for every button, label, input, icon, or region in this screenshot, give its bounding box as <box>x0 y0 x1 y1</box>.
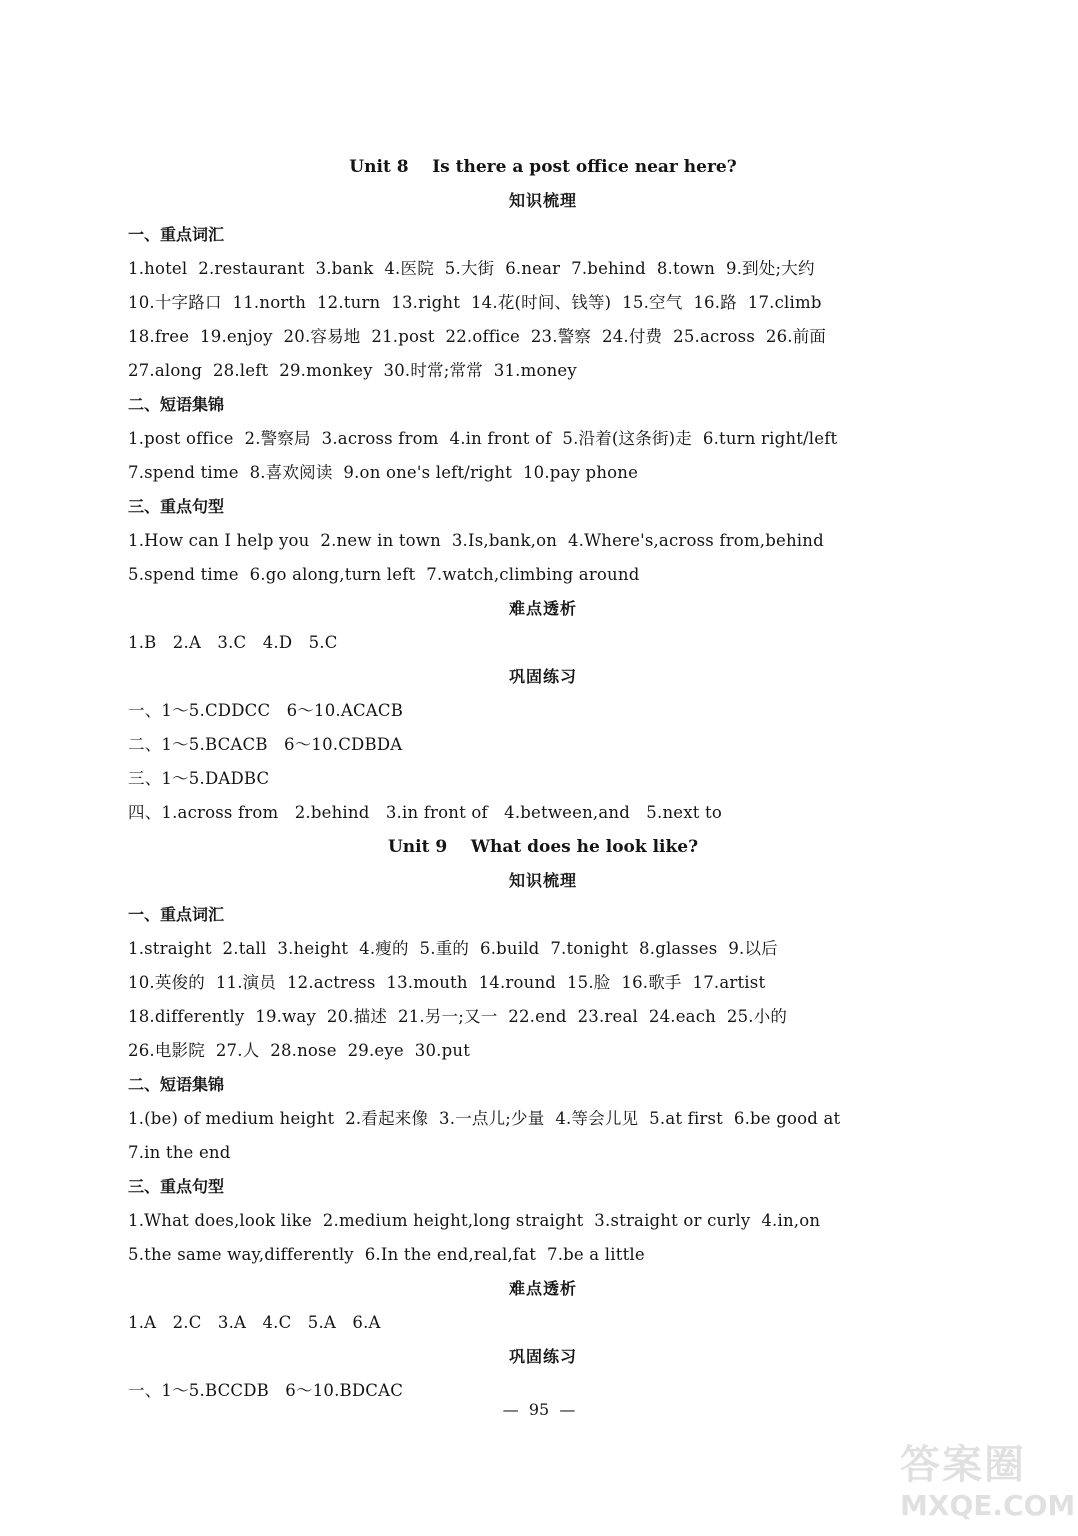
unit8-phrases-heading: 二、短语集锦 <box>128 395 225 414</box>
unit8-vocab-heading: 一、重点词汇 <box>128 225 225 244</box>
unit9-vocab-heading: 一、重点词汇 <box>128 905 225 924</box>
unit8-title: Unit 8 Is there a post office near here? <box>349 157 737 177</box>
unit8-sentences-heading: 三、重点句型 <box>128 497 225 516</box>
unit8-vocab-line: 1.hotel 2.restaurant 3.bank 4.医院 5.大街 6.near 7.behind 8.town 9.到处;大约 <box>128 259 815 278</box>
unit8-phrases-line: 1.post office 2.警察局 3.across from 4.in front of 5.沿着(这条街)走 6.turn right/left <box>128 429 838 448</box>
unit9-phrases-line: 7.in the end <box>128 1143 231 1162</box>
unit9-knowledge-heading: 知识梳理 <box>508 871 577 890</box>
page-content <box>128 150 958 1408</box>
unit9-sentences-line: 1.What does,look like 2.medium height,long straight 3.straight or curly 4.in,on <box>128 1211 821 1230</box>
unit9-vocab-line: 1.straight 2.tall 3.height 4.瘦的 5.重的 6.build 7.tonight 8.glasses 9.以后 <box>128 939 778 958</box>
unit8-practice-line: 二、1～5.BCACB 6～10.CDBDA <box>128 735 403 754</box>
unit9-vocab-line: 26.电影院 27.人 28.nose 29.eye 30.put <box>128 1041 471 1060</box>
unit9-difficult-heading: 难点透析 <box>508 1279 577 1298</box>
watermark-bottom-text: MXQE.COM <box>900 1489 1076 1522</box>
unit9-sentences-line: 5.the same way,differently 6.In the end,real,fat 7.be a little <box>128 1245 645 1264</box>
unit8-knowledge-heading: 知识梳理 <box>508 191 577 210</box>
unit8-sentences-line: 1.How can I help you 2.new in town 3.Is,bank,on 4.Where's,across from,behind <box>128 531 824 550</box>
watermark-top-text: 答案圈 <box>900 1442 1026 1488</box>
unit8-practice-heading: 巩固练习 <box>508 667 577 686</box>
unit9-phrases-line: 1.(be) of medium height 2.看起来像 3.一点儿;少量 4.等会儿见 5.at first 6.be good at <box>128 1109 841 1128</box>
unit8-vocab-line: 18.free 19.enjoy 20.容易地 21.post 22.office 23.警察 24.付费 25.across 26.前面 <box>128 327 827 346</box>
unit9-difficult-answers: 1.A 2.C 3.A 4.C 5.A 6.A <box>128 1313 381 1332</box>
unit8-vocab-line: 27.along 28.left 29.monkey 30.时常;常常 31.money <box>128 361 577 380</box>
unit9-practice-line: 一、1～5.BCCDB 6～10.BDCAC <box>128 1381 404 1400</box>
unit8-sentences-line: 5.spend time 6.go along,turn left 7.watch,climbing around <box>128 565 640 584</box>
unit8-practice-line: 三、1～5.DADBC <box>128 769 270 788</box>
unit8-difficult-answers: 1.B 2.A 3.C 4.D 5.C <box>128 633 338 652</box>
unit9-sentences-heading: 三、重点句型 <box>128 1177 225 1196</box>
unit9-vocab-line: 18.differently 19.way 20.描述 21.另一;又一 22.end 23.real 24.each 25.小的 <box>128 1007 788 1026</box>
unit9-phrases-heading: 二、短语集锦 <box>128 1075 225 1094</box>
watermark-logo <box>900 1440 1076 1530</box>
unit8-practice-line: 四、1.across from 2.behind 3.in front of 4.between,and 5.next to <box>128 803 722 822</box>
unit9-practice-heading: 巩固练习 <box>508 1347 577 1366</box>
page-number: — 95 — <box>502 1400 576 1419</box>
unit8-phrases-line: 7.spend time 8.喜欢阅读 9.on one's left/right 10.pay phone <box>128 463 639 482</box>
unit8-practice-line: 一、1～5.CDDCC 6～10.ACACB <box>128 701 404 720</box>
unit9-title: Unit 9 What does he look like? <box>387 837 699 857</box>
unit8-vocab-line: 10.十字路口 11.north 12.turn 13.right 14.花(时间、钱等) 15.空气 16.路 17.climb <box>128 293 822 312</box>
unit8-difficult-heading: 难点透析 <box>508 599 577 618</box>
unit9-vocab-line: 10.英俊的 11.演员 12.actress 13.mouth 14.round 15.脸 16.歌手 17.artist <box>128 973 766 992</box>
